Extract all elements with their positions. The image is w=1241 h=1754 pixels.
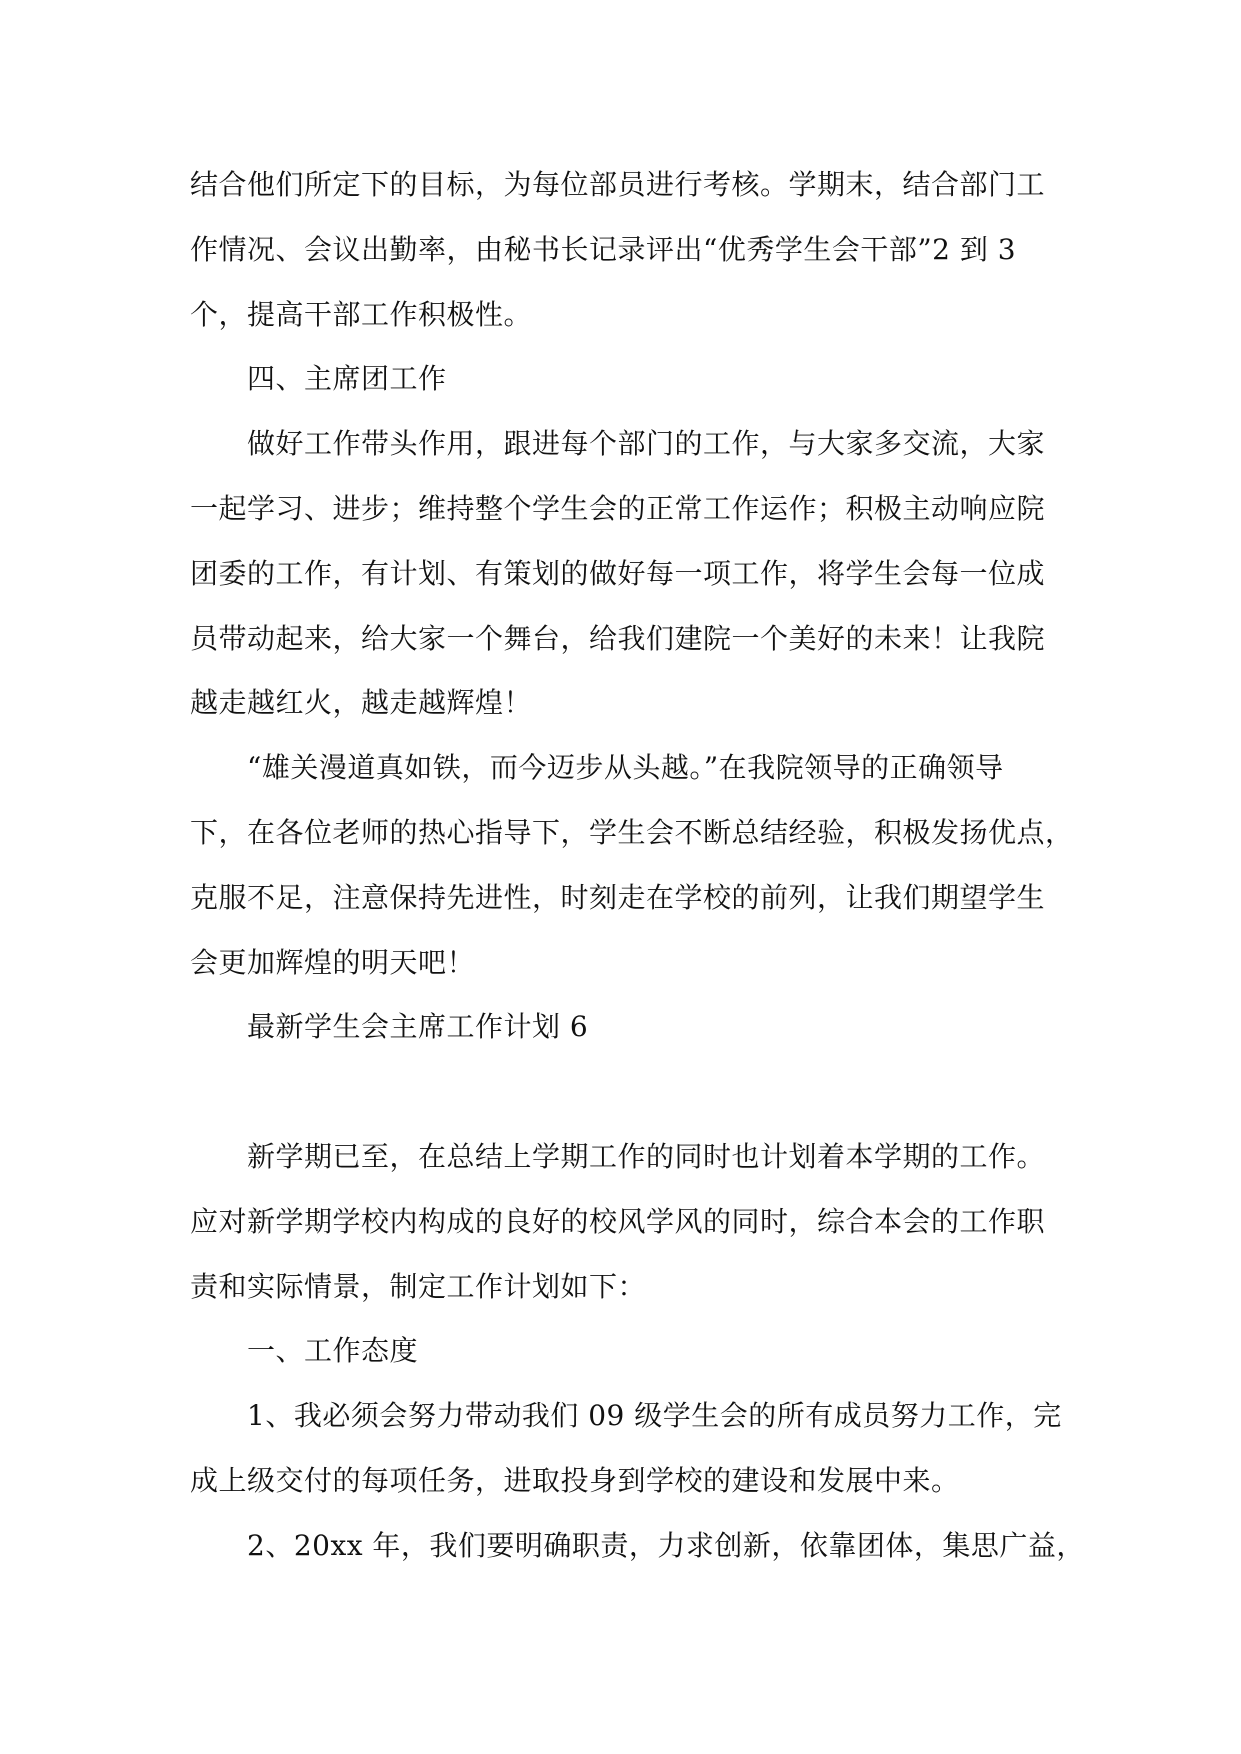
text-line: 成上级交付的每项任务，进取投身到学校的建设和发展中来。 (190, 1464, 960, 1497)
text-line: 结合他们所定下的目标，为每位部员进行考核。学期末，结合部门工 (190, 168, 1046, 201)
text-line: 团委的工作，有计划、有策划的做好每一项工作，将学生会每一位成 (190, 557, 1046, 590)
text-line: 1、我必须会努力带动我们 09 级学生会的所有成员努力工作，完 (247, 1399, 1062, 1432)
text-line: 做好工作带头作用，跟进每个部门的工作，与大家多交流，大家 (247, 427, 1046, 460)
text-line: 新学期已至，在总结上学期工作的同时也计划着本学期的工作。 (247, 1140, 1046, 1173)
section-heading: 四、主席团工作 (247, 362, 447, 395)
text-line: 会更加辉煌的明天吧！ (190, 946, 476, 979)
text-line: 越走越红火，越走越辉煌！ (190, 686, 533, 719)
section-heading: 一、工作态度 (247, 1334, 419, 1367)
text-line: 个，提高干部工作积极性。 (190, 298, 533, 331)
text-line: 2、20xx 年，我们要明确职责，力求创新，依靠团体，集思广益， (247, 1529, 1085, 1562)
text-line: 应对新学期学校内构成的良好的校风学风的同时，综合本会的工作职 (190, 1205, 1046, 1238)
text-line: 责和实际情景，制定工作计划如下： (190, 1270, 647, 1303)
text-line: 克服不足，注意保持先进性，时刻走在学校的前列，让我们期望学生 (190, 881, 1046, 914)
text-line: 下，在各位老师的热心指导下，学生会不断总结经验，积极发扬优点， (190, 816, 1074, 849)
text-line: 员带动起来，给大家一个舞台，给我们建院一个美好的未来！让我院 (190, 622, 1046, 655)
plan-title: 最新学生会主席工作计划 6 (247, 1010, 589, 1043)
text-line: 作情况、会议出勤率，由秘书长记录评出“优秀学生会干部”2 到 3 (190, 233, 1017, 266)
text-line: “雄关漫道真如铁，而今迈步从头越。”在我院领导的正确领导 (247, 751, 1004, 784)
text-line: 一起学习、进步；维持整个学生会的正常工作运作；积极主动响应院 (190, 492, 1046, 525)
